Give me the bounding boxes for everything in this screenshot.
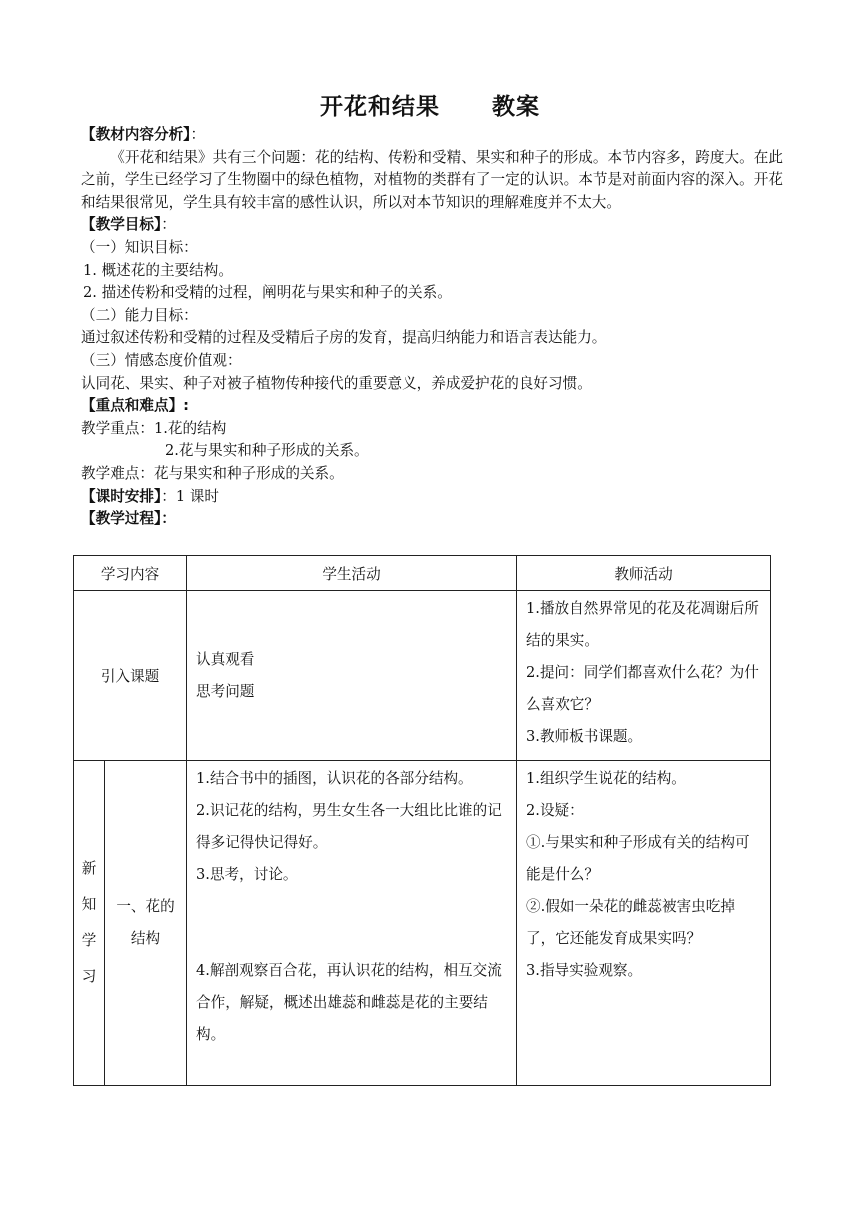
knowledge-goal-item-2: 2. 描述传粉和受精的过程，阐明花与果实和种子的关系。 [83, 284, 452, 302]
analysis-paragraph: 《开花和结果》共有三个问题：花的结构、传粉和受精、果实和种子的形成。本节内容多，跨度大。在此之前，学生已经学习了生物圈中的绿色植物，对植物的类群有了一定的认识。本节是对前面内容的深入。开花和结果很常见，学生具有较丰富的感性认识，所以对本节知识的理解难度并不太大。 [81, 148, 783, 211]
intro-teacher-item: 3.教师板书课题。 [526, 728, 643, 745]
new-student-item: 1.结合书中的插图，认识花的各部分结构。 [196, 770, 473, 787]
process-heading-line [81, 508, 783, 531]
intro-teacher-item: 1.播放自然界常见的花及花凋谢后所结的果实。 [526, 600, 759, 649]
focus-item-1: 1.花的结构 [153, 419, 227, 437]
new-teacher-cell [517, 761, 771, 1086]
focus-line [81, 418, 783, 441]
column-header-student: 学生活动 [187, 556, 517, 591]
knowledge-goal-label: （一）知识目标： [81, 238, 198, 256]
intro-student-cell [187, 591, 517, 761]
new-teacher-item: ①.与果实和种子形成有关的结构可能是什么？ [526, 834, 750, 883]
goals-heading-colon: ： [161, 216, 176, 234]
knowledge-goal-item-1: 1. 概述花的主要结构。 [83, 261, 233, 279]
teaching-process-table [73, 555, 771, 1086]
intro-student-item: 认真观看 [196, 650, 255, 668]
process-heading: 【教学过程】 [81, 510, 162, 528]
schedule-text: ：1 课时 [161, 487, 219, 505]
intro-topic-cell: 引入课题 [74, 591, 187, 761]
document-title [0, 88, 860, 121]
new-student-item: 4.解剖观察百合花，再认识花的结构，相互交流合作，解疑，概述出雄蕊和雌蕊是花的主要结构。 [196, 962, 502, 1043]
new-student-item: 3.思考，讨论。 [196, 866, 298, 883]
intro-teacher-cell [517, 591, 771, 761]
key-points-heading-line [81, 395, 783, 418]
new-topic-cell: 一、花的结构 [105, 761, 187, 1086]
schedule-heading: 【课时安排】 [81, 487, 162, 505]
new-teacher-item: 2.设疑： [526, 802, 584, 819]
ability-goal-text: 通过叙述传粉和受精的过程及受精后子房的发育，提高归纳能力和语言表达能力。 [81, 329, 607, 347]
table-row-new-knowledge [74, 761, 771, 1086]
new-student-cell [187, 761, 517, 1086]
title-suffix: 教案 [492, 94, 540, 120]
column-header-content: 学习内容 [74, 556, 187, 591]
difficulty-text: 花与果实和种子形成的关系。 [153, 464, 344, 482]
new-teacher-item: ②.假如一朵花的雌蕊被害虫吃掉了，它还能发育成果实吗？ [526, 898, 735, 947]
new-section-cell: 新知学习 [74, 761, 105, 1086]
ability-goal-label: （二）能力目标： [81, 306, 198, 324]
intro-teacher-item: 2.提问：同学们都喜欢什么花？为什么喜欢它？ [526, 664, 759, 713]
difficulty-label: 教学难点： [81, 464, 154, 482]
new-student-item: 2.识记花的结构，男生女生各一大组比比谁的记得多记得快记得好。 [196, 802, 502, 851]
analysis-heading: 【教材内容分析】 [81, 126, 191, 143]
analysis-heading-line [81, 124, 783, 147]
goals-heading: 【教学目标】 [81, 216, 162, 234]
column-header-teacher: 教师活动 [517, 556, 771, 591]
document-body [81, 124, 783, 531]
intro-student-item: 思考问题 [196, 682, 255, 700]
goals-heading-line [81, 214, 783, 237]
focus-item-2: 2.花与果实和种子形成的关系。 [165, 442, 369, 460]
focus-label: 教学重点： [81, 419, 154, 437]
difficulty-line [81, 463, 783, 486]
table-header-row [74, 556, 771, 591]
attitude-goal-label: （三）情感态度价值观： [81, 351, 242, 369]
table-row-intro [74, 591, 771, 761]
title-main: 开花和结果 [320, 94, 440, 120]
attitude-goal-text: 认同花、果实、种子对被子植物传种接代的重要意义，养成爱护花的良好习惯。 [81, 374, 592, 392]
new-teacher-item: 1.组织学生说花的结构。 [526, 770, 686, 787]
analysis-heading-colon: ： [190, 126, 206, 143]
key-points-heading: 【重点和难点】 [81, 397, 184, 415]
key-points-heading-colon: : [183, 397, 190, 415]
process-heading-colon: ： [161, 510, 176, 528]
schedule-line [81, 486, 783, 509]
new-teacher-item: 3.指导实验观察。 [526, 962, 643, 979]
